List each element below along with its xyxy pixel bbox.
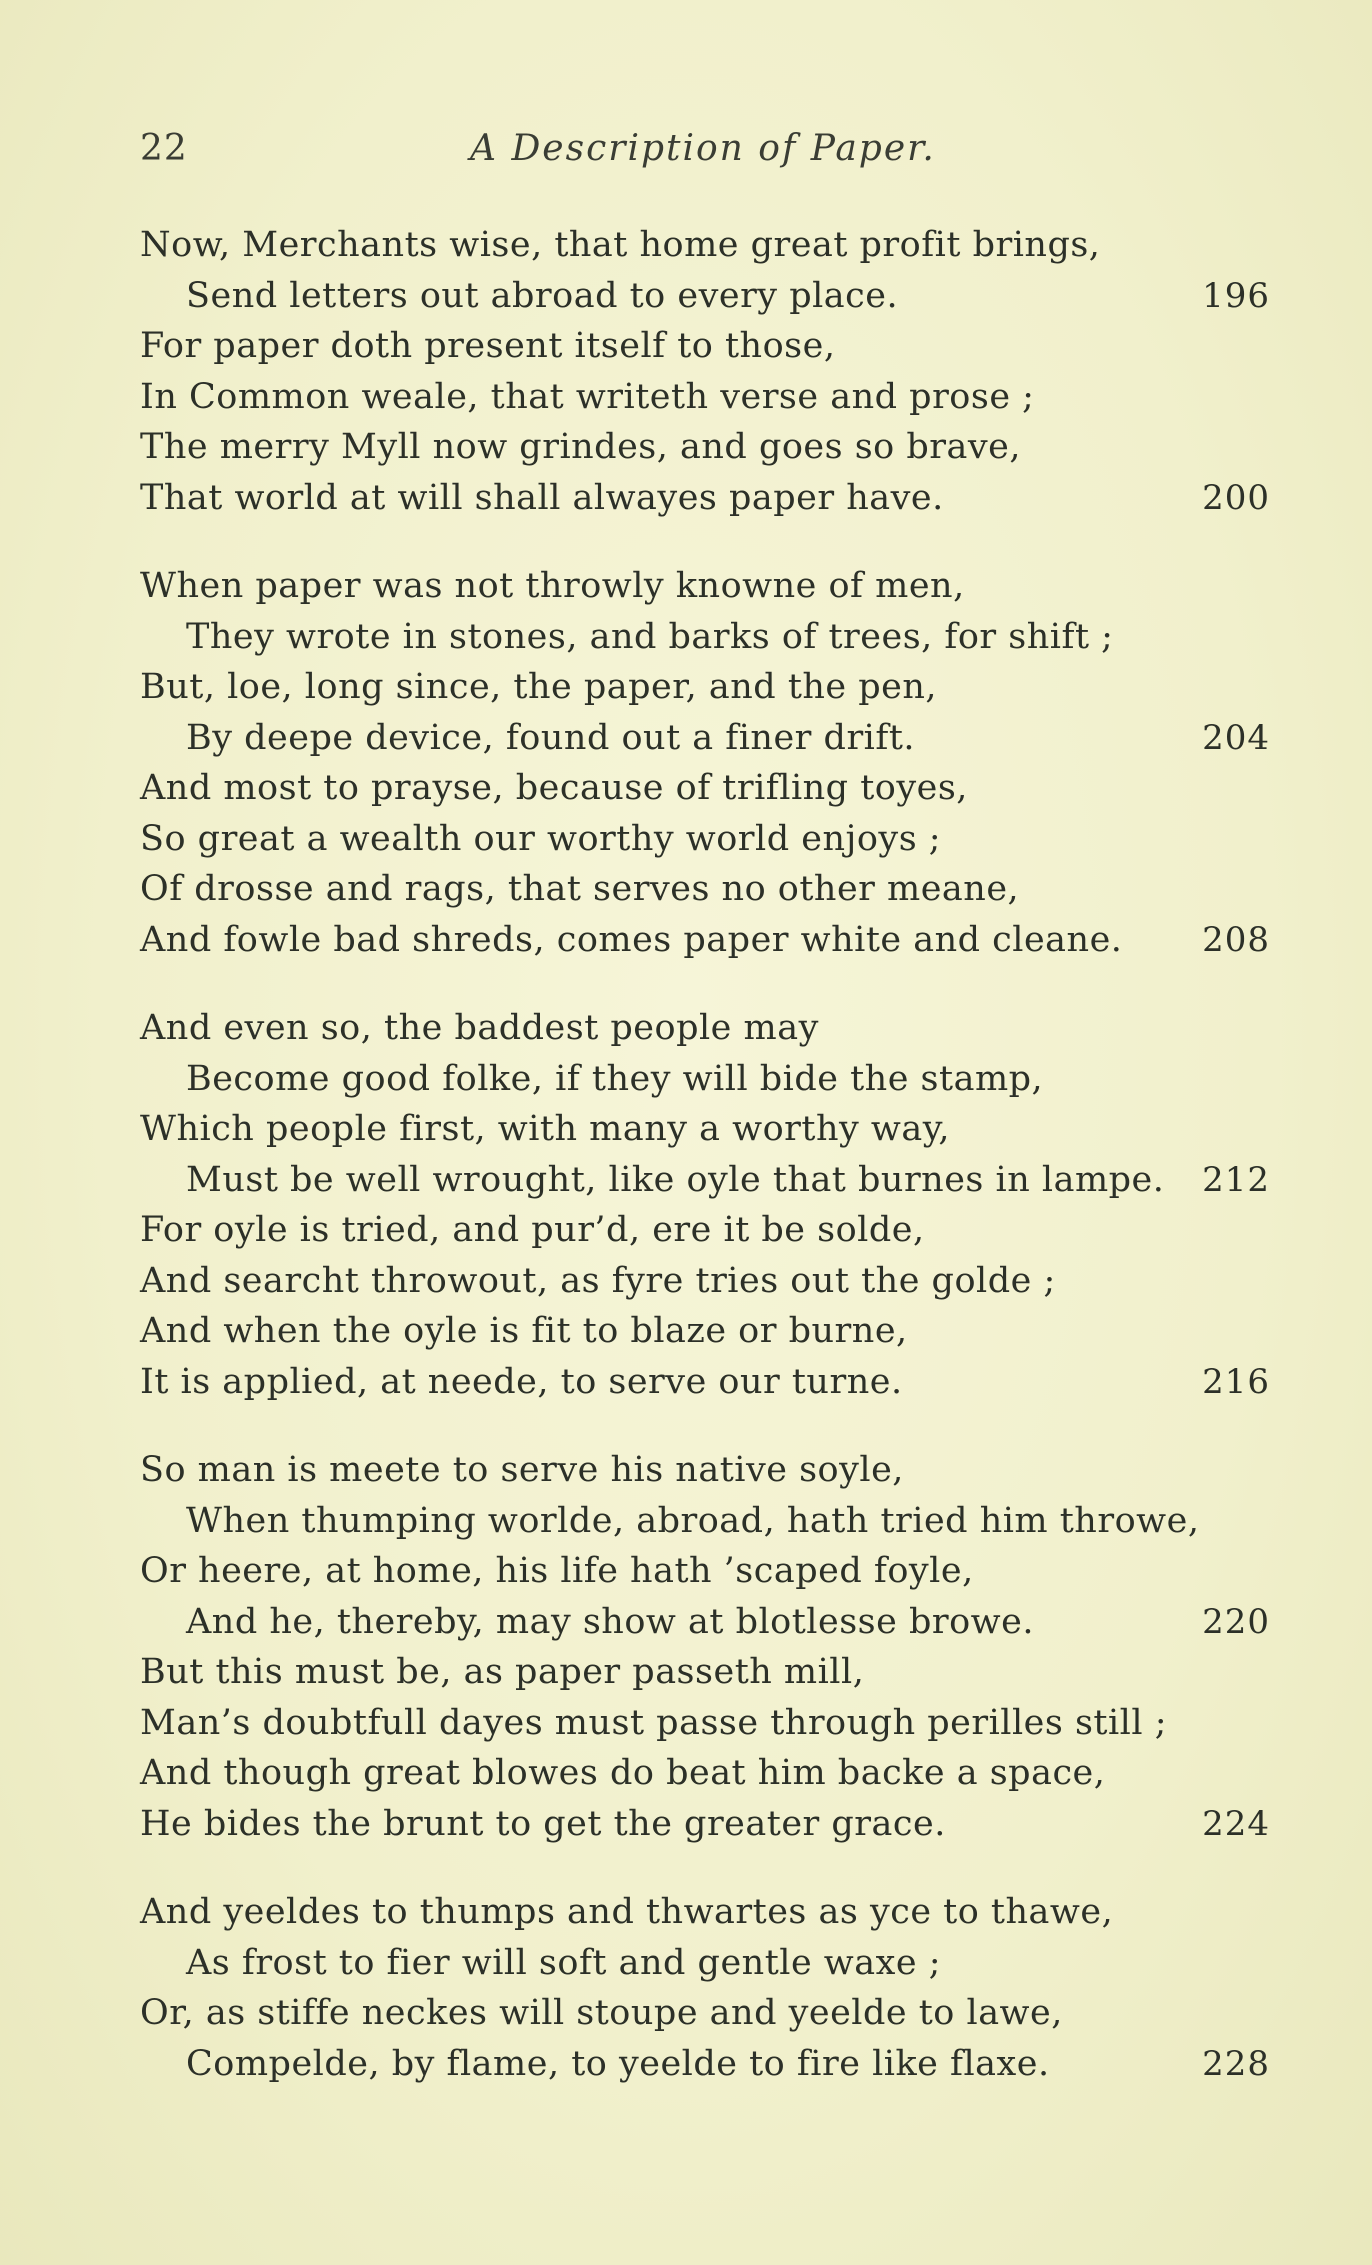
running-title: A Description of Paper. (470, 128, 936, 169)
poem-line (140, 1054, 1270, 1105)
poem-line (140, 1445, 1270, 1496)
poem-line (140, 814, 1270, 865)
poem-line (140, 1887, 1270, 1938)
poem-line (140, 612, 1270, 663)
poem-line (140, 561, 1270, 612)
poem-line-text: But, loe, long since, the paper, and the pen, (140, 667, 938, 707)
poem-line (140, 1748, 1270, 1799)
poem-line (140, 1546, 1270, 1597)
poem-line (140, 321, 1270, 372)
poem-line-text: Or heere, at home, his life hath ’scaped foyle, (140, 1551, 974, 1591)
poem-line (140, 713, 1270, 764)
poem-line (140, 1988, 1270, 2039)
poem-line (140, 2039, 1270, 2090)
poem-line-text: When paper was not throwly knowne of men, (140, 566, 965, 606)
poem-line-text: Man’s doubtfull dayes must passe through perilles still ; (140, 1702, 1167, 1743)
poem-line (140, 1597, 1270, 1648)
poem-line-text: For paper doth present itself to those, (140, 326, 836, 366)
line-number: 208 (1202, 919, 1270, 960)
poem-line-text: The merry Myll now grindes, and goes so brave, (140, 427, 1021, 467)
poem-line (140, 1647, 1270, 1698)
line-number: 212 (1202, 1159, 1270, 1200)
poem-line-text: And he, thereby, may show at blotlesse browe. (186, 1601, 1034, 1642)
poem-line-text: That world at will shall alwayes paper have. (140, 477, 944, 518)
poem-line-text: It is applied, at neede, to serve our turne. (140, 1361, 903, 1402)
poem-line-text: And when the oyle is fit to blaze or burne, (140, 1311, 908, 1351)
poem-line (140, 1205, 1270, 1256)
line-number: 216 (1202, 1361, 1270, 1402)
poem-line-text: So great a wealth our worthy world enjoys ; (140, 818, 942, 859)
poem-line (140, 1496, 1270, 1547)
stanza (140, 1445, 1270, 1849)
poem-line (140, 662, 1270, 713)
poem-line-text: And even so, the baddest people may (140, 1008, 819, 1048)
stanza (140, 1887, 1270, 2089)
poem-line (140, 1357, 1270, 1408)
poem-line-text: In Common weale, that writeth verse and prose ; (140, 376, 1035, 417)
poem-line (140, 763, 1270, 814)
poem-line-text: They wrote in stones, and barks of trees, for shift ; (186, 616, 1114, 657)
poem-line-text: And most to prayse, because of trifling toyes, (140, 768, 968, 808)
poem-line-text: Must be well wrought, like oyle that burnes in lampe. (186, 1159, 1165, 1200)
poem-line (140, 1799, 1270, 1850)
line-number: 196 (1202, 275, 1270, 316)
poem-line (140, 1155, 1270, 1206)
poem-line-text: For oyle is tried, and pur’d, ere it be solde, (140, 1210, 925, 1250)
poem-line (140, 1256, 1270, 1307)
poem-line-text: He bides the brunt to get the greater grace. (140, 1803, 946, 1844)
poem-line-text: By deepe device, found out a finer drift. (186, 717, 916, 758)
poem-line (140, 271, 1270, 322)
poem-line (140, 473, 1270, 524)
poem-line (140, 372, 1270, 423)
poem-line (140, 422, 1270, 473)
line-number: 228 (1202, 2043, 1270, 2084)
line-number: 220 (1202, 1601, 1270, 1642)
poem-line-text: So man is meete to serve his native soyle, (140, 1450, 904, 1490)
poem-line (140, 1003, 1270, 1054)
poem-line-text: And yeeldes to thumps and thwartes as yce to thawe, (140, 1892, 1114, 1932)
poem-line (140, 1306, 1270, 1357)
poem-line-text: Compelde, by flame, to yeelde to fire like flaxe. (186, 2043, 1050, 2084)
poem-line (140, 1104, 1270, 1155)
poem-line-text: Which people first, with many a worthy way, (140, 1109, 950, 1149)
poem-line-text: Or, as stiffe neckes will stoupe and yeelde to lawe, (140, 1993, 1063, 2033)
poem-line-text: And searcht throwout, as fyre tries out the golde ; (140, 1260, 1056, 1301)
line-number: 200 (1202, 477, 1270, 518)
poem-line-text: Now, Merchants wise, that home great profit brings, (140, 225, 1101, 265)
poem-line-text: Send letters out abroad to every place. (186, 275, 899, 316)
poem-line (140, 915, 1270, 966)
poem-line-text: When thumping worlde, abroad, hath tried him throwe, (186, 1500, 1200, 1541)
poem-body (140, 220, 1270, 2127)
poem-line-text: But this must be, as paper passeth mill, (140, 1652, 865, 1692)
line-number: 204 (1202, 717, 1270, 758)
poem-line-text: As frost to fier will soft and gentle waxe ; (186, 1942, 941, 1983)
poem-line (140, 220, 1270, 271)
stanza (140, 1003, 1270, 1407)
poem-line-text: Of drosse and rags, that serves no other meane, (140, 869, 1020, 909)
poem-line (140, 1938, 1270, 1989)
poem-line (140, 864, 1270, 915)
poem-line-text: And though great blowes do beat him backe a space, (140, 1753, 1106, 1793)
poem-line-text: Become good folke, if they will bide the stamp, (186, 1058, 1044, 1099)
poem-line-text: And fowle bad shreds, comes paper white and cleane. (140, 919, 1123, 960)
poem-line (140, 1698, 1270, 1749)
page-number: 22 (140, 128, 188, 169)
stanza (140, 561, 1270, 965)
page-header (140, 128, 1270, 188)
stanza (140, 220, 1270, 523)
line-number: 224 (1202, 1803, 1270, 1844)
